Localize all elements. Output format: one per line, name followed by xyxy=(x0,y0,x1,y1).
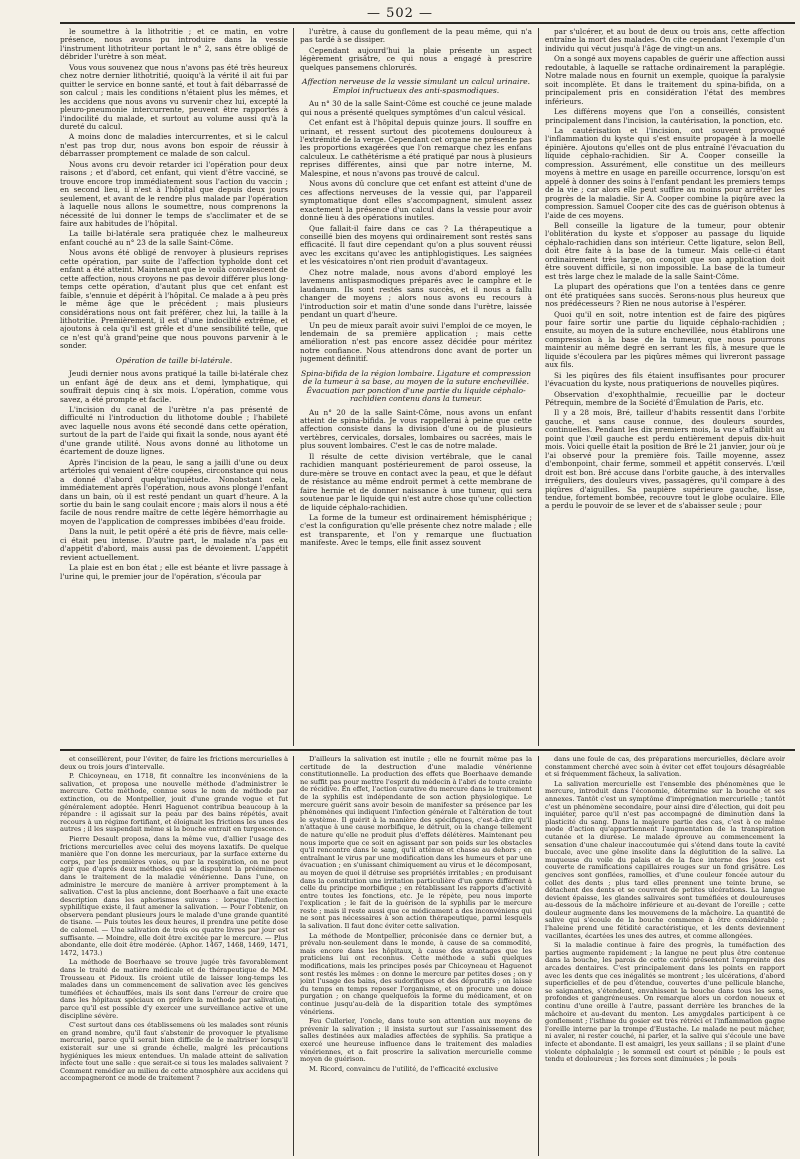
paragraph: A moins donc de maladies intercurrentes, et si le calcul n'est pas trop dur, nous avons bon espoir de réussir à débarrasser promptement ce malade de son calcul. xyxy=(60,132,288,159)
paragraph: Que fallait-il faire dans ce cas ? La thérapeutique a conseillé bien des moyens qui ordinairement sont restés sans efficacité. Il faut dire cependant qu'on a plus souvent réussi avec les excitans qu'avec les antiphlogistiques. Les saignées et les vésicatoires n'ont rien produit d'avantageux. xyxy=(300,223,532,267)
column-divider xyxy=(293,28,294,746)
paragraph: Après l'incision de la peau, le sang a jailli d'une ou deux artérioles qui venaient d'être coupées, circonstance qui nous a donné d'abord quelqu'inquiétude. Nonobstant cela, immédiatement après l'opération, nous avons plongé l'enfant dans un bain, où il est resté pendant un quart d'heure. A la sortie du bain le sang coulait encore ; mais alors il nous a été facile de nous rendre maître de cette légère hémorrhagie au moyen de l'application de compresses imbibées d'eau froide. xyxy=(60,457,288,526)
paragraph: Feu Cullerier, l'oncle, dans toute son attention aux moyens de prévenir la salivation ; il insista surtout sur l'assainissement des salles destinées aux maladies affectées de syphilis. Sa pratique a exercé une heureuse influence dans le traitement des maladies vénériennes, et a fait proscrire la salivation mercurielle comme moyen de guérison. xyxy=(300,1017,532,1064)
column-divider xyxy=(538,756,539,1156)
paragraph: le soumettre à la lithotritie ; et ce matin, en votre présence, nous avons pu introduire dans la vessie l'instrument lithotriteur portant le n° 2, sans être obligé de débrider l'urètre à son méat. xyxy=(60,28,288,62)
section-heading: Affection nerveuse de la vessie simulant un calcul urinaire. Emploi infructueux des anti-spasmodiques. xyxy=(302,77,530,95)
paragraph: Nous avons cru devoir retarder ici l'opération pour deux raisons ; et d'abord, cet enfant, qui vient d'être vacciné, se trouve encore trop immédiatement sous l'action du vaccin ; en second lieu, il n'est à l'hôpital que depuis deux jours seulement, et avant de le rendre plus malade par l'opération à laquelle nous allons le soumettre, nous comprenons la nécessité de lui donner le temps de s'acclimater et de se faire aux habitudes de l'hôpital. xyxy=(60,159,288,228)
paragraph: Bell conseille la ligature de la tumeur, pour obtenir l'oblitération du kyste et s'opposer au passage du liquide céphalo-rachidien dans son intérieur. Cette ligature, selon Bell, doit être faite à la base de la tumeur. Mais celle-ci étant ordinairement très large, on conçoit que son application doit être souvent difficile, si non impossible. La base de la tumeur est très large chez le malade de la salle Saint-Côme. xyxy=(545,220,785,281)
paragraph: D'ailleurs la salivation est inutile ; elle ne fournit même pas la certitude de la destruction d'une maladie vénérienne constitutionnelle. La production des effets que Boerhaave demande ne suffit pas pour mettre l'esprit du médecin à l'abri de toute crainte de récidive. En effet, l'action curative du mercure dans le traitement de la syphilis est indépendante de son action physiologique. Le mercure guérit sans avoir besoin de manifester sa présence par les phénomènes qui indiquent l'infection générale et l'altération de tout le système. Il guérit à la manière des spécifiques, c'est-à-dire qu'il n'attaque à une cause morbifique, le détruit, ou la change tellement de nature qu'elle ne produit plus d'effets délétères. Maintenant peu nous importe que ce soit en agissant par son poids sur les obstacles qu'il rencontre dans le sang, qu'il atténue et chasse au dehors ; en entraînant le virus par une modification dans les humeurs et par une évacuation ; en s'unissant chimiquement au virus et le décomposant, au moyen de quoi il détruise ses propriétés irritables ; en produisant dans la constitution une irritation particulière d'un genre différent à celle du principe morbifique ; en rétablissant les rapports d'activité entre toutes les fonctions, etc. Je le répète, peu nous importe l'explication ; le fait de la guérison de la syphilis par le mercure reste ; mais il reste aussi que ce médicament a des inconvéniens qui ne sont pas nécessaires à son action thérapeutique, parmi lesquels la salivation. Il faut donc éviter cette salivation. xyxy=(300,756,532,931)
paragraph: L'incision du canal de l'urètre n'a pas présenté de difficulté ni l'introduction du lithotome double ; l'habileté avec laquelle nous avons été secondé dans cette opération, surtout de la part de l'aide qui fixait la sonde, nous ayant été d'une grande utilité. Nous avons donné au lithotome un écartement de douze lignes. xyxy=(60,405,288,457)
paragraph: l'urètre, à cause du gonflement de la peau même, qui n'a pas tardé à se dissiper. xyxy=(300,28,532,45)
section-rule xyxy=(60,749,795,751)
paragraph: par s'ulcérer, et au bout de deux ou trois ans, cette affection entraîne la mort des malades. On cite cependant l'exemple d'un individu qui vécut jusqu'à l'âge de vingt-un ans. xyxy=(545,28,785,53)
paragraph: P. Chicoyneau, en 1718, fit connaître les inconvéniens de la salivation, et proposa une nouvelle méthode d'administrer le mercure. Cette méthode, connue sous le nom de méthode par extinction, ou de Montpellier, jouit d'une grande vogue et fut généralement adoptée. Henri Haguenot contribua beaucoup à la répandre : il agissait sur la peau par des bains répétés, avait recours à un régime fortifiant, et éloignait les frictions les unes des autres ; il les suspendait même si la bouche entrait en turgescence. xyxy=(60,772,288,834)
paragraph: Cependant aujourd'hui la plaie présente un aspect légèrement grisâtre, ce qui nous a engagé à prescrire quelques pansemens chlorurés. xyxy=(300,45,532,72)
section-heading: Spina-bifida de la région lombaire. Ligature et compression de la tumeur à sa base, au moyen de la suture enchevillée. Évacuation par ponction d'une partie du liquide céphalo-rachidien contenu dans la tumeur. xyxy=(300,368,532,404)
paragraph: Il résulte de cette division vertébrale, que le canal rachidien manquant postérieurement de paroi osseuse, la dure-mère se trouve en contact avec la peau, et que le défaut de résistance au même endroit permet à cette membrane de faire hernie et de donner naissance à une tumeur, qui sera soutenue par le liquide qui n'est autre chose qu'une collection de liquide céphalo-rachidien. xyxy=(300,451,532,512)
paragraph: Quoi qu'il en soit, notre intention est de faire des piqûres pour faire sortir une partie du liquide céphalo-rachidien ; ensuite, au moyen de la suture enchevillée, nous établirons une compression à la base de la tumeur, que nous pourrons maintenir au même degré en serrant les fils, à mesure que le liquide s'écoulera par les piqûres mêmes qui livreront passage aux fils. xyxy=(545,309,785,370)
paragraph: M. Ricord, convaincu de l'utilité, de l'efficacité exclusive xyxy=(309,1064,499,1073)
paragraph: La méthode de Boerhaave se trouve jugée très favorablement dans le traité de matière médicale et de thérapeutique de MM. Trousseau et Pidoux. Ils croient utile de laisser long-temps les malades dans un commencement de salivation avec les gencives tuméfiées et échauffées, mais ils sont dans l'erreur de croire que dans les hôpitaux spéciaux on préfère la méthode par salivation, parce qu'il est possible d'y exercer une surveillance active et une discipline sévère. xyxy=(60,958,288,1020)
column-divider xyxy=(293,756,294,1156)
column-divider xyxy=(538,28,539,746)
paragraph: La méthode de Montpellier, préconisée dans ce dernier but, a prévalu non-seulement dans le monde, à cause de sa commodité, mais encore dans les hôpitaux, à cause des avantages que les praticiens lui ont reconnus. Cette méthode a subi quelques modifications, mais les principes posés par Chicoyneau et Haguenot sont restés les mêmes : on donne le mercure par petites doses ; on y joint l'usage des bains, des sudorifiques et des dépuratifs ; on laisse du temps en temps reposer l'organisme, et on procure une douce purgation ; on change quelquefois la forme du médicament, et on continue jusqu'au-delà de la disparition totale des symptômes vénériens. xyxy=(300,931,532,1016)
paragraph: Nous avons dû conclure que cet enfant est atteint d'une de ces affections nerveuses de la vessie qui, par l'appareil symptomatique dont elles s'accompagnent, simulent assez exactement la présence d'un calcul dans la vessie pour avoir donné lieu à des opérations inutiles. xyxy=(300,179,532,223)
column-5 xyxy=(300,756,532,1156)
paragraph: C'est surtout dans ces établissemens où les malades sont réunis en grand nombre, qu'il faut s'abstenir de provoquer le ptyalisme mercuriel, parce qu'il serait bien difficile de le maîtriser lorsqu'il existerait sur une si grande échelle, malgré les précautions hygiéniques les mieux entendues. Un malade atteint de salivation infecte tout une salle : que serait-ce si tous les malades salivaient ? Comment remédier au milieu de cette atmosphère aux accidens qui accompagneront ce mode de traitement ? xyxy=(60,1021,288,1083)
paragraph: Un peu de mieux paraît avoir suivi l'emploi de ce moyen, le lendemain de sa première application ; mais cette amélioration n'est pas encore assez décidée pour méritez notre confiance. Nous attendrons donc avant de porter un jugement définitif. xyxy=(300,320,532,364)
paragraph: Cet enfant est à l'hôpital depuis quinze jours. Il souffre en urinant, et ressent surtout des picotemens douloureux à l'extrémité de la verge. Cependant cet organe ne présente pas les proportions exagérées que l'on remarque chez les enfans calculeux. Le cathétérisme a été pratiqué par nous à plusieurs reprises différentes, ainsi que par notre interne, M. Malespine, et nous n'avons pas trouvé de calcul. xyxy=(300,118,532,178)
paragraph: Nous avons été obligé de renvoyer à plusieurs reprises cette opération, par suite de l'affection typhoïde dont cet enfant a été atteint. Maintenant que le voilà convalescent de cette affection, nous croyons ne pas devoir différer plus long-temps cette opération, d'autant plus que cet enfant est faible, s'ennuie et dépérit à l'hôpital. Ce malade a à peu près le même âge que le précédent ; mais plusieurs considérations nous ont fait préférer, chez lui, la taille à la lithotritie. Premièrement, il est d'une indocilité extrême, et ajoutons à cela qu'il est grêle et d'une sensibilité telle, que ce n'est qu'à grand'peine que nous pouvons parvenir à le sonder. xyxy=(60,248,288,351)
paragraph: dans une foule de cas, des préparations mercurielles, déclare avoir constamment cherché avec soin à éviter cet effet toujours désagréable et si fréquemment fâcheux, la salivation. xyxy=(545,756,785,779)
paragraph: La plupart des opérations que l'on a tentées dans ce genre ont été pratiquées sans succès. Serons-nous plus heureux que nos prédécesseurs ? Rien ne nous autorise à l'espérer. xyxy=(545,282,785,309)
paragraph: La cautérisation et l'incision, ont souvent provoqué l'inflammation du kyste qui s'est ensuite propagée à la moelle épinière. Ajoutons qu'elles ont de plus entraîné l'évacuation du liquide céphalo-rachidien. Sir A. Cooper conseille la compression. Assurément, elle constitue un des meilleurs moyens à mettre en usage en pareille occurrence, lorsqu'on est appelé à donner des soins à l'enfant pendant les premiers temps de la vie ; car alors elle peut suffire au moins pour arrêter les progrès de la maladie. Sir A. Cooper combine la piqûre avec la compression. Samuel Cooper cite des cas de guérison obtenus à l'aide de ces moyens. xyxy=(545,125,785,220)
paragraph: Au n° 20 de la salle Saint-Côme, nous avons un enfant atteint de spina-bifida. Je vous rappellerai à peine que cette affection consiste dans la division d'une ou de plusieurs vertèbres, cervicales, dorsales, lombaires ou sacrées, mais le plus souvent lombaires. C'est le cas de notre malade. xyxy=(300,407,532,451)
paragraph: On a songé aux moyens capables de guérir une affection aussi redoutable, à laquelle se rattache ordinairement la paraplégie. Notre malade nous en fournit un exemple, quoique la paralysie soit incomplète. Et dans le traitement du spina-bifida, on a principalement pris en considération l'état des membres inférieurs. xyxy=(545,54,785,106)
top-rule xyxy=(60,22,795,24)
paragraph: Pierre Desault proposa, dans la même vue, d'allier l'usage des frictions mercurielles avec celui des moyens laxatifs. De quelque manière que l'on donne les mercuriaux, par la surface externe du corps, par les premières voies, ou par la respiration, on ne peut agir que d'après deux méthodes qui se disputent la prééminence dans le traitement de la maladie vénérienne. Dans l'une, on administre le mercure de manière à arriver promptement à la salivation. C'est la plus ancienne, dont Boerhaave a fait une exacte description dans les aphorismes suivans : lorsque l'infection syphilitique existe, il faut amener la salivation. — Pour l'obtenir, on observera pendant plusieurs jours le malade d'une grande quantité de tisane. — Puis toutes les deux heures, il prendra une petite dose de calomel. — Une salivation de trois ou quatre livres par jour est suffisante. — Moindre, elle doit être excitée par le mercure. — Plus abondante, elle doit être modérée. (Aphor. 1467, 1468, 1469, 1471, 1472, 1473.) xyxy=(60,834,288,957)
paragraph: et conseillèrent, pour l'éviter, de faire les frictions mercurielles à deux ou trois jours d'intervalle. xyxy=(60,756,288,771)
column-3 xyxy=(545,28,785,746)
paragraph: La forme de la tumeur est ordinairement hémisphérique ; c'est la configuration qu'elle présente chez notre malade ; elle est transparente, et l'on y remarque une fluctuation manifeste. Avec le temps, elle finit assez souvent xyxy=(300,513,532,548)
column-2 xyxy=(300,28,532,746)
paragraph: Dans la nuit, le petit opéré a été pris de fièvre, mais celle-ci était peu intense. D'autre part, le malade n'a pas eu d'appétit d'abord, mais aussi pas de dévoiement. L'appétit revient actuellement. xyxy=(60,527,288,562)
paragraph: Il y a 28 mois, Bré, tailleur d'habits ressentit dans l'orbite gauche, et sans cause connue, des douleurs sourdes, continuelles. Pendant les dix premiers mois, la vue s'affaiblit au point que l'œil gauche est perdu entièrement depuis dix-huit mois. Voici quelle était la position de Bré le 21 janvier, jour où je l'ai observé pour la première fois. Taille moyenne, assez d'embonpoint, chair ferme, sommeil et appétit conservés. L'œil droit est bon. Bré accuse dans l'orbite gauche, à des intervalles irréguliers, des douleurs vives, passagères, qu'il compare à des piqûres d'aiguilles. Sa paupière supérieure gauche, lisse, tendue, fortement bombée, recouvre tout le globe oculaire. Elle a perdu le pouvoir de se lever et de s'abaisser seule ; pour xyxy=(545,408,785,511)
paragraph: Vous vous souvenez que nous n'avons pas été très heureux chez notre dernier lithotritié, quoiqu'à la vérité il ait fui par quitter le service en bonne santé, et tout à fait débarrassé de son calcul ; mais les conditions n'étaient plus les mêmes, et les accidens que nous avons vu survenir chez lui, excepté la pleuro-pneumonie intercurrente, peuvent être rapportés à l'indocilité du malade, et surtout au volume aussi qu'à la dureté du calcul. xyxy=(60,62,288,131)
paragraph: Au n° 30 de la salle Saint-Côme est couché ce jeune malade qui nous a présenté quelques symptômes d'un calcul vésical. xyxy=(300,99,532,117)
paragraph: La salivation mercurielle est l'ensemble des phénomènes que le mercure, introduit dans l'économie, détermine sur la bouche et ses annexes. Tantôt c'est un symptôme d'imprégnation mercurielle ; tantôt c'est un phénomène secondaire, pour ainsi dire d'élection, qui doit peu inquiéter, parce qu'il n'est pas accompagné de diminution dans la plasticité du sang. Dans la majeure partie des cas, c'est à ce même mode d'action qu'appartiennent l'augmentation de la transpiration cutanée et la diurèse. Le malade éprouve au commencement la sensation d'une chaleur inaccoutumée qui s'étend dans toute la cavité buccale, avec une gêne insolite dans la déglutition de la salive. La muqueuse du voile du palais et de la face interne des joues est couverte de ramifications capillaires rouges sur un fond grisâtre. Les gencives sont gonflées, ramollies, et d'une couleur foncée autour du collet des dents ; plus tard elles prennent une teinte brune, se détachent des dents et se couvrent de petites ulcérations. La langue devient épaisse, les glandes salivaires sont tuméfiées et douloureuses au-dessous de la mâchoire inférieure et au-devant de l'oreille ; cette douleur augmente dans les mouvemens de la mâchoire. La quantité de salive qui s'écoule de la bouche commence à être considérable ; l'haleine prend une fétidité caractéristique, et les dents deviennent vacillantes, écartées les unes des autres, et comme allongées. xyxy=(545,779,785,940)
paragraph: La plaie est en bon état ; elle est béante et livre passage à l'urine qui, le premier jour de l'opération, s'écoula par xyxy=(60,563,288,581)
paragraph: Si la maladie continue à faire des progrès, la tuméfaction des parties augmente rapidement ; la langue ne peut plus être contenue dans la bouche, les parois de cette cavité présentent l'empreinte des arcades dentaires. C'est principalement dans les points en rapport avec les dents que ces inégalités se montrent ; les ulcérations, d'abord superficielles et de peu d'étendue, couvertes d'une pellicule blanche, se saignantes, s'étendent, envahissent la bouche dans tous les sens, profondes et gangréneuses. On remarque alors un cordon noueux et continu d'une oreille à l'autre, passant derrière les branches de la mâchoire et au-devant du menton. Les amygdales participent à ce gonflement ; l'isthme du gosier est très rétréci et l'inflammation gagne l'oreille interne par la trompe d'Eustache. Le malade ne peut mâcher, ni avaler, ni rester couché, ni parler, et la salive qui s'écoule une bave infecte et abondante. Il est amaigri, les yeux saillans ; il se plaint d'une violente céphalalgie ; le sommeil est court et pénible ; le pouls est tendu et douloureux ; les forces sont diminuées ; le pouls xyxy=(545,941,785,1064)
column-1 xyxy=(60,28,288,746)
column-4 xyxy=(60,756,288,1156)
paragraph: Si les piqûres des fils étaient insuffisantes pour procurer l'évacuation du kyste, nous pratiquerions de nouvelles piqûres. xyxy=(545,370,785,389)
column-6 xyxy=(545,756,785,1156)
paragraph: Jeudi dernier nous avons pratiqué la taille bi-latérale chez un enfant âgé de deux ans et demi, lymphatique, qui souffrait depuis cinq à six mois. L'opération, comme vous savez, a été prompte et facile. xyxy=(60,369,288,404)
paragraph: Observation d'exophthalmie, recueillie par le docteur Pétrequin, membre de la Société d'Émulation de Paris, etc. xyxy=(545,389,785,408)
paragraph: Chez notre malade, nous avons d'abord employé les lavemens antispasmodiques préparés avec le camphre et le laudanum. Ils sont restés sans succès, et il nous a fallu changer de moyens ; alors nous avons eu recours à l'introduction soir et matin d'une sonde dans l'urètre, laissée pendant un quart d'heure. xyxy=(300,267,532,320)
page-number: — 502 — xyxy=(366,6,434,21)
paragraph: Les différens moyens que l'on a conseillés, consistent principalement dans l'incision, la cautérisation, la ponction, etc. xyxy=(545,107,785,125)
paragraph: La taille bi-latérale sera pratiquée chez le malheureux enfant couché au n° 23 de la salle Saint-Côme. xyxy=(60,229,288,247)
section-heading: Opération de taille bi-latérale. xyxy=(115,355,233,365)
